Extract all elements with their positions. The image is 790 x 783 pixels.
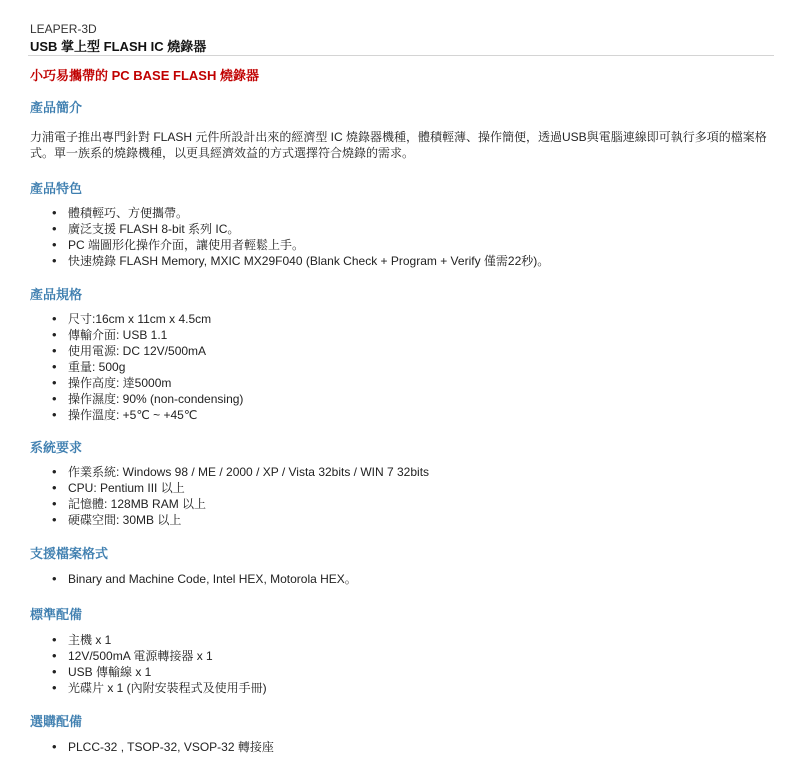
list-item: • 廣泛支援 FLASH 8-bit 系列 IC。 <box>68 221 549 237</box>
list-item: • 快速燒錄 FLASH Memory, MXIC MX29F040 (Blank Check + Program + Verify 僅需22秒)。 <box>68 253 549 269</box>
intro-paragraph: 力浦電子推出專門針對 FLASH 元件所設計出來的經濟型 IC 燒錄器機種，體積輕薄、操作簡便，透過USB與電腦連線即可執行多項的檔案格式。單一族系的燒錄機種，以更具經濟效益的方式選擇符合燒錄的需求。 <box>30 130 767 160</box>
brand-name: LEAPER-3D <box>30 22 97 36</box>
section-title-requirements: 系統要求 <box>30 440 83 455</box>
list-item: • 記憶體: 128MB RAM 以上 <box>68 496 429 512</box>
tagline: 小巧易攜帶的 PC BASE FLASH 燒錄器 <box>30 68 259 83</box>
section-title-formats: 支援檔案格式 <box>30 546 109 561</box>
section-title-specs: 產品規格 <box>30 287 83 302</box>
list-item: • 主機 x 1 <box>68 632 267 648</box>
list-item: • Binary and Machine Code, Intel HEX, Motorola HEX。 <box>68 571 357 587</box>
header-divider <box>28 55 774 56</box>
list-item: • 尺寸:16cm x 11cm x 4.5cm <box>68 311 243 327</box>
list-item: • 12V/500mA 電源轉接器 x 1 <box>68 648 267 664</box>
list-item: • 操作高度: 達5000m <box>68 375 243 391</box>
list-item: • CPU: Pentium III 以上 <box>68 480 429 496</box>
list-item: • 體積輕巧、方便攜帶。 <box>68 205 549 221</box>
list-item: • 操作濕度: 90% (non-condensing) <box>68 391 243 407</box>
list-item: • 傳輸介面: USB 1.1 <box>68 327 243 343</box>
list-item: • 光碟片 x 1 (內附安裝程式及使用手冊) <box>68 680 267 696</box>
list-item: • USB 傳輸線 x 1 <box>68 664 267 680</box>
specs-list <box>30 311 243 423</box>
formats-list <box>30 571 357 587</box>
requirements-list <box>30 464 429 528</box>
optional-list <box>30 739 274 755</box>
list-item: • 操作溫度: +5℃ ~ +45℃ <box>68 407 243 423</box>
list-item: • PC 端圖形化操作介面，讓使用者輕鬆上手。 <box>68 237 549 253</box>
list-item: • 重量: 500g <box>68 359 243 375</box>
standard-list <box>30 632 267 696</box>
section-title-optional: 選購配備 <box>30 714 83 729</box>
section-title-intro: 產品簡介 <box>30 100 83 115</box>
list-item: • 硬碟空間: 30MB 以上 <box>68 512 429 528</box>
section-title-standard: 標準配備 <box>30 607 83 622</box>
list-item: • 作業系統: Windows 98 / ME / 2000 / XP / Vista 32bits / WIN 7 32bits <box>68 464 429 480</box>
section-title-features: 產品特色 <box>30 181 83 196</box>
list-item: • PLCC-32 , TSOP-32, VSOP-32 轉接座 <box>68 739 274 755</box>
list-item: • 使用電源: DC 12V/500mA <box>68 343 243 359</box>
features-list <box>30 205 549 269</box>
product-title: USB 掌上型 FLASH IC 燒錄器 <box>30 39 207 54</box>
